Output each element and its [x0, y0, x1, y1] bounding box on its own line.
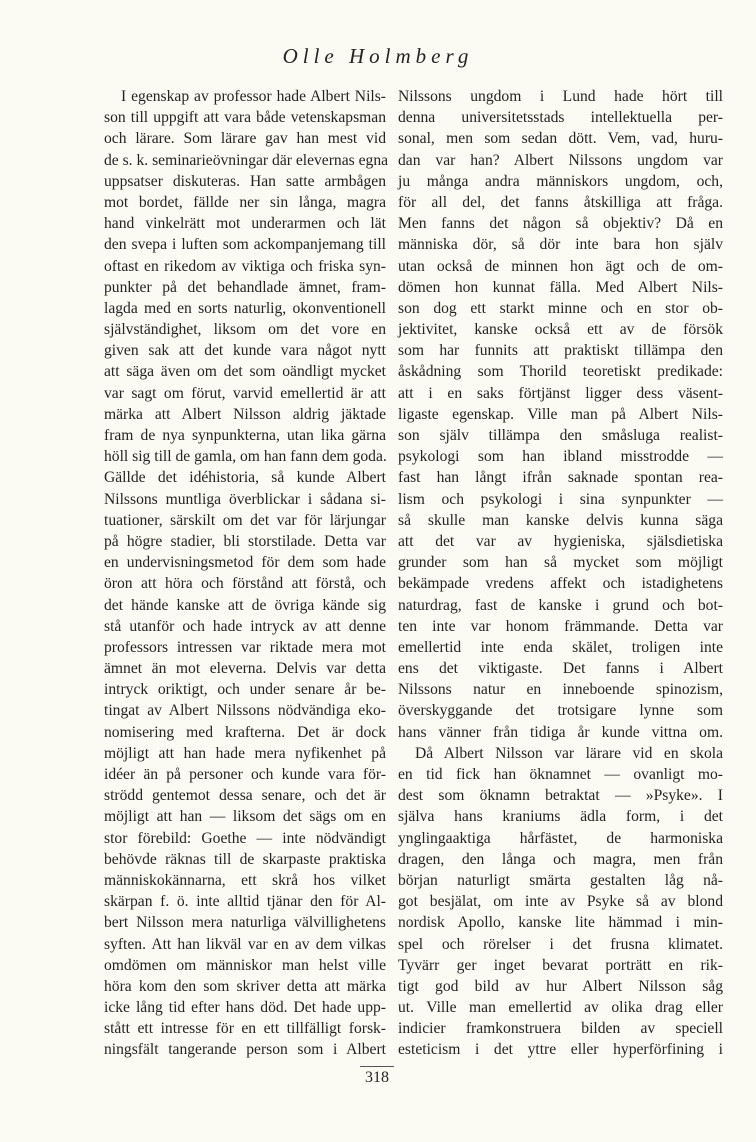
- text-line: en undervisningsmetod för dem som hade: [104, 554, 386, 572]
- text-line: behövde räknas till de skarpaste praktiska: [104, 850, 386, 868]
- text-line: mot bordet, fällde ner sin långa, magra: [104, 193, 386, 211]
- text-line: bekämpade vredens affekt och istadighetens: [398, 575, 723, 593]
- text-line: Nilssons natur en inneboende spinozism,: [398, 681, 723, 699]
- text-line: sonal, men som sedan dött. Vem, vad, huru-: [398, 130, 723, 148]
- text-line: nordisk Apollo, kanske lite hämmad i min-: [398, 914, 723, 932]
- text-line: på högre stadier, bli storstilade. Detta var: [104, 532, 386, 550]
- text-line: omdömen om människor man helst ville: [104, 956, 386, 974]
- text-line: son själv tillämpa den småsluga realist-: [398, 427, 723, 444]
- text-line: höra kom den som skriver detta att märka: [104, 977, 386, 995]
- text-line: Nilssons ungdom i Lund hade hört till: [398, 88, 723, 105]
- text-line: hans vänner från tidiga år kunde vittna om.: [398, 723, 723, 741]
- text-line: fast han långt ifrån saknade spontan rea-: [398, 469, 723, 487]
- text-line: stor förebild: Goethe — inte nödvändigt: [104, 829, 386, 847]
- text-line: bert Nilsson mera naturliga välvillighetens: [104, 914, 386, 932]
- text-line: det hände kanske att de övriga kände sig: [104, 596, 386, 614]
- text-line: människa dör, så dör inte bara hon själv: [398, 236, 723, 254]
- text-line: emellertid inte enda skälet, troligen inte: [398, 638, 723, 656]
- text-line: stå utanför och hade intryck av att denne: [104, 617, 386, 635]
- text-line: möjligt att han hade mera nyfikenhet på: [104, 744, 386, 762]
- text-line: naturdrag, fast de kanske i grund och bot-: [398, 596, 723, 614]
- text-line: icke lång tid efter hans död. Det hade upp-: [104, 999, 386, 1017]
- text-line: stått ett intresse för en ett tillfälligt forsk-: [104, 1020, 386, 1038]
- text-line: dan var han? Albert Nilssons ungdom var: [398, 151, 723, 169]
- text-line: son till uppgift att vara både vetenskapsman: [104, 109, 386, 127]
- text-line: ten inte var honom främmande. Detta var: [398, 617, 723, 635]
- text-line: själva hans kraniums ädla form, i det: [398, 808, 723, 826]
- text-line: självständighet, liksom om det vore en: [104, 321, 386, 339]
- text-line: utan också de minnen hon ägt och de om-: [398, 257, 723, 275]
- text-line: strödd gentemot dessa senare, och det är: [104, 787, 386, 805]
- text-line: människokännarna, ett skrå hos vilket: [104, 871, 386, 889]
- text-line: var sagt om förut, varvid emellertid är att: [104, 384, 386, 402]
- text-line: ens det viktigaste. Det fanns i Albert: [398, 660, 723, 678]
- text-line: åskådning som Thorild teoretiskt predikade:: [398, 363, 723, 381]
- text-line: indicier framkonstruera bilden av speciell: [398, 1020, 723, 1038]
- text-line: oftast en rikedom av viktiga och friska syn-: [104, 257, 386, 275]
- text-line: given sak att det kunde vara något nytt: [104, 342, 386, 360]
- text-line: att i en saks förtjänst ligger dess väsent-: [398, 384, 723, 402]
- text-line: fram de nya synpunkterna, utan lika gärna: [104, 427, 386, 444]
- text-line: ut. Ville man emellertid av olika drag eller: [398, 999, 723, 1017]
- text-line: början naturligt smärta gestalten låg nå-: [398, 871, 723, 889]
- text-line: skärpan f. ö. inte alltid tjänar den för Al-: [104, 893, 386, 911]
- text-line: så skulle man kanske delvis kunna säga: [398, 511, 723, 529]
- text-line: intryck oriktigt, och under senare år be-: [104, 681, 386, 699]
- text-line: dest som öknamn betraktat — »Psyke». I: [398, 787, 723, 805]
- text-line: dragen, den långa och magra, men från: [398, 850, 723, 868]
- text-line: Nilssons muntliga överblickar i sådana si-: [104, 490, 386, 508]
- text-line: ynglingaaktiga hårfästet, de harmoniska: [398, 829, 723, 847]
- text-line: ningsfält tangerande person som i Albert: [104, 1041, 386, 1059]
- text-line: idéer än på personer och kunde vara för-: [104, 766, 386, 783]
- text-line: hand vinkelrätt mot underarmen och lät: [104, 215, 386, 233]
- text-line: syften. Att han likväl var en av dem vilkas: [104, 935, 386, 953]
- text-line: tuationer, särskilt om det var för lärjungar: [104, 511, 386, 529]
- text-line: de s. k. seminarieövningar där elevernas egna: [104, 151, 389, 169]
- text-line: öron att höra och förstånd att förstå, och: [104, 575, 386, 593]
- text-line: jektivitet, kanske också ett av de försök: [398, 321, 723, 339]
- text-line: dömen hon kunnat fälla. Med Albert Nils-: [398, 278, 723, 296]
- running-head: Olle Holmberg: [282, 44, 474, 68]
- text-line: tigt god bild av hur Albert Nilsson såg: [398, 977, 723, 995]
- text-line: och lärare. Som lärare gav han mest vid: [104, 130, 386, 148]
- right-text-column: [398, 86, 723, 1061]
- page-number: 318: [360, 1066, 394, 1087]
- left-text-column: [104, 86, 389, 1061]
- text-line: denna universitetsstads intellektuella per-: [398, 109, 723, 127]
- text-line: uppsatser diskuteras. Han satte armbågen: [104, 172, 386, 190]
- text-line: psykologi som han ibland misstrodde —: [398, 448, 723, 466]
- text-line: den svepa i luften som ackompanjemang till: [104, 236, 386, 254]
- text-line: grunder som han så mycket som möjligt: [398, 554, 723, 572]
- text-line: tingat av Albert Nilssons nödvändiga eko-: [104, 702, 386, 720]
- text-line: got besjälat, om inte av Psyke så av blond: [398, 893, 723, 911]
- text-line: Tyvärr ger inget bevarat porträtt en rik-: [398, 956, 723, 974]
- text-line: att säga även om det som oändligt mycket: [104, 363, 386, 381]
- text-line: för all del, det fanns åtskilliga att fråga.: [398, 193, 723, 211]
- text-line: punkter på det behandlade ämnet, fram-: [104, 278, 386, 296]
- text-line: möjligt att han — liksom det sägs om en: [104, 808, 386, 826]
- text-line: som har funnits att praktiskt tillämpa den: [398, 342, 723, 360]
- text-line: son dog ett starkt minne och en stor ob-: [398, 299, 723, 317]
- text-line: en tid fick han öknamnet — ovanligt mo-: [398, 766, 723, 783]
- text-line: höll sig till de gamla, om han fann dem goda.: [104, 448, 387, 466]
- text-line: överskyggande det trotsigare lynne som: [398, 702, 723, 720]
- text-line: lagda med en sorts naturlig, okonventionell: [104, 299, 386, 317]
- text-line: Då Albert Nilsson var lärare vid en skola: [415, 744, 723, 762]
- text-line: Men fanns det någon så objektiv? Då en: [398, 215, 723, 233]
- text-line: lism och psykologi i sina synpunkter —: [398, 490, 723, 508]
- text-line: att det var av hygieniska, själsdietiska: [398, 532, 723, 550]
- text-line: ligaste egenskap. Ville man på Albert Nils-: [398, 405, 723, 423]
- text-line: Gällde det idéhistoria, så kunde Albert: [104, 469, 386, 487]
- text-line: nomisering med krafterna. Det är dock: [104, 723, 386, 741]
- text-line: esteticism i det yttre eller hyperförfining i: [398, 1041, 723, 1059]
- text-line: ju många andra människors ungdom, och,: [398, 172, 723, 190]
- text-line: ämnet än mot eleverna. Delvis var detta: [104, 660, 386, 678]
- text-line: I egenskap av professor hade Albert Nils-: [121, 88, 386, 105]
- text-line: märka att Albert Nilsson aldrig jäktade: [104, 405, 386, 423]
- text-line: spel och rörelser i det frusna klimatet.: [398, 935, 723, 953]
- text-line: professors intressen var riktade mera mot: [104, 638, 386, 656]
